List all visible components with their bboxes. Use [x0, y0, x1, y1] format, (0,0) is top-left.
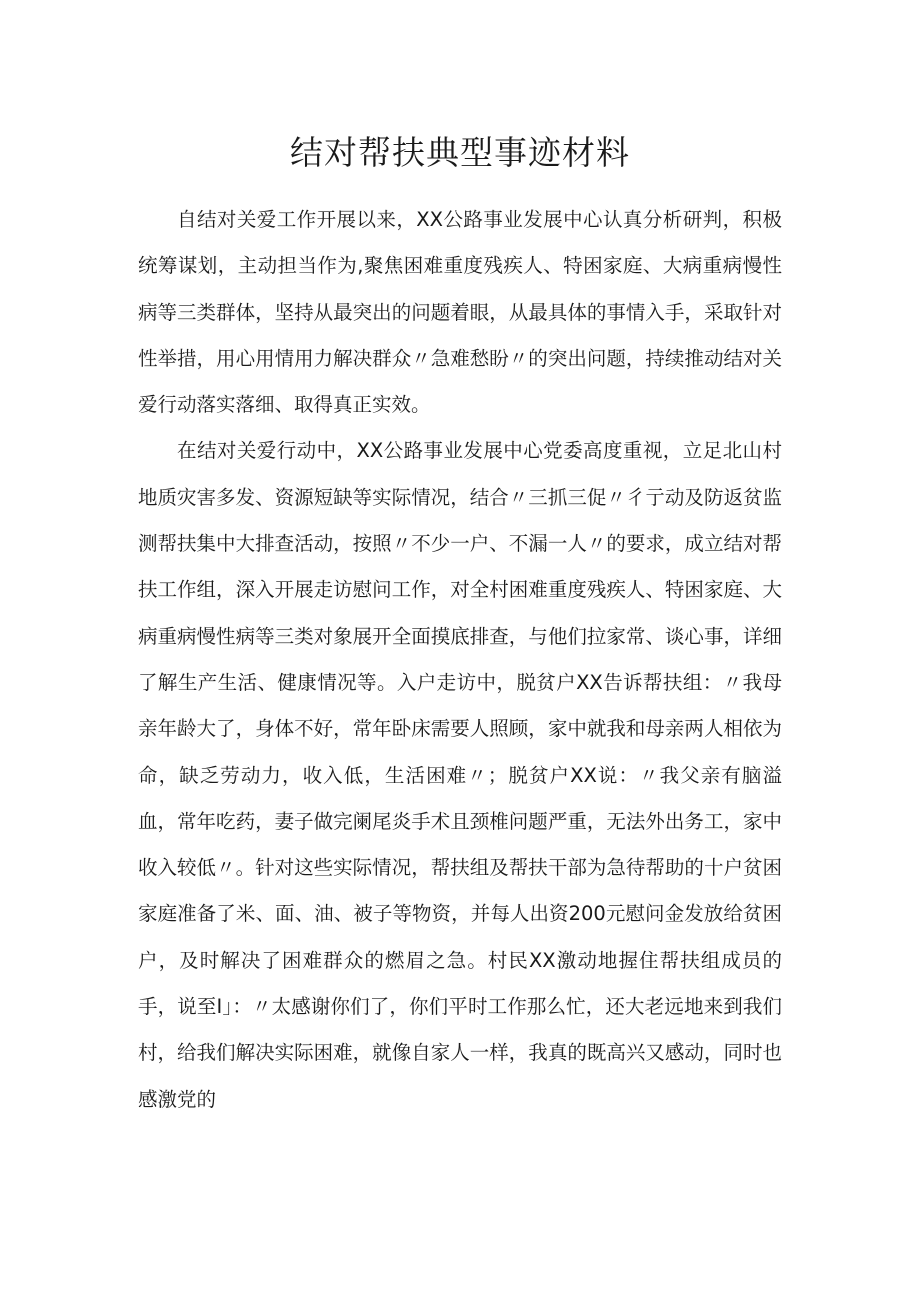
document-body — [138, 197, 782, 1123]
paragraph-actions: 在结对关爱行动中，XX公路事业发展中心党委高度重视，立足北山村地质灾害多发、资源短缺等实际情况，结合〃三抓三促〃彳亍动及防返贫监测帮扶集中大排查活动，按照〃不少一户、不漏一人〃的要求，成立结对帮扶工作组，深入开展走访慰问工作，对全村困难重度残疾人、特困家庭、大病重病慢性病等三类对象展开全面摸底排查，与他们拉家常、谈心事，详细了解生产生活、健康情况等。入户走访中，脱贫户XX告诉帮扶组：〃我母亲年龄大了，身体不好，常年卧床需要人照顾，家中就我和母亲两人相依为命，缺乏劳动力，收入低，生活困难〃；脱贫户XX说：〃我父亲有脑溢血，常年吃药，妻子做完阑尾炎手术且颈椎问题严重，无法外出务工，家中收入较低〃。针对这些实际情况，帮扶组及帮扶干部为急待帮助的十户贫困家庭准备了米、面、油、被子等物资，并每人出资200元慰问金发放给贫困户，及时解决了困难群众的燃眉之急。村民XX激动地握住帮扶组成员的手，说至I」：〃太感谢你们了，你们平时工作那么忙，还大老远地来到我们村，给我们解决实际困难，就像自家人一样，我真的既高兴又感动，同时也感激党的 — [138, 439, 782, 1111]
document-title: 结对帮扶典型事迹材料 — [290, 133, 630, 172]
paragraph-intro: 自结对关爱工作开展以来，XX公路事业发展中心认真分析研判，积极统筹谋划，主动担当作为,聚焦困难重度残疾人、特困家庭、大病重病慢性病等三类群体，坚持从最突出的问题着眼，从最具体的事情入手，采取针对性举措，用心用情用力解决群众〃急难愁盼〃的突出问题，持续推动结对关爱行动落实落细、取得真正实效。 — [138, 208, 782, 417]
